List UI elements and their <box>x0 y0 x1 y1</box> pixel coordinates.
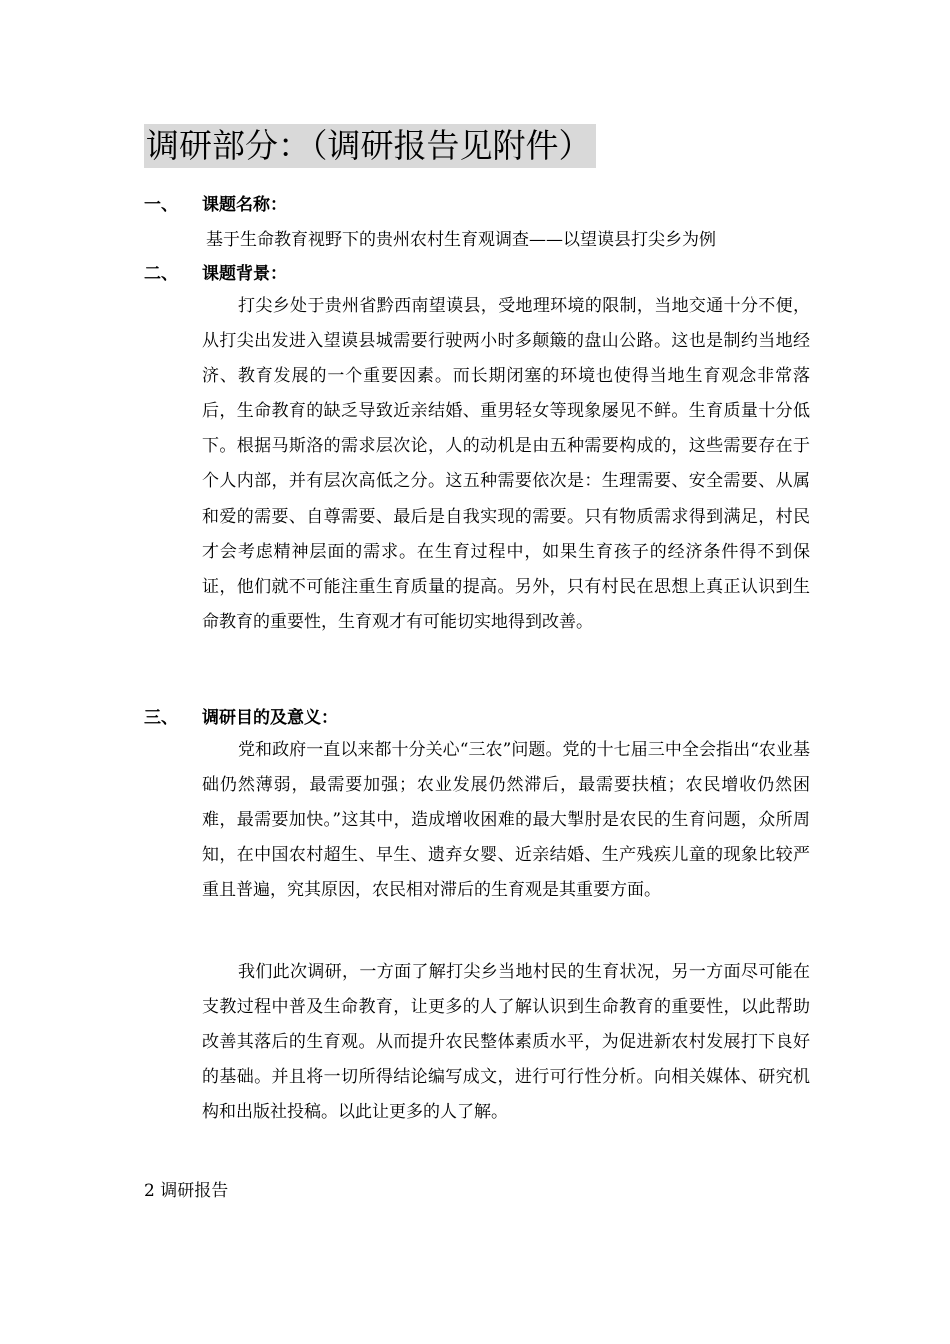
background-paragraph: 打尖乡处于贵州省黔西南望谟县，受地理环境的限制，当地交通十分不便，从打尖出发进入望谟县城需要行驶两小时多颠簸的盘山公路。这也是制约当地经济、教育发展的一个重要因素。而长期闭塞的环境也使得当地生育观念非常落后，生命教育的缺乏导致近亲结婚、重男轻女等现象屡见不鲜。生育质量十分低下。根据马斯洛的需求层次论，人的动机是由五种需要构成的，这些需要存在于个人内部，并有层次高低之分。这五种需要依次是：生理需要、安全需要、从属和爱的需要、自尊需要、最后是自我实现的需要。只有物质需求得到满足，村民才会考虑精神层面的需求。在生育过程中，如果生育孩子的经济条件得不到保证，他们就不可能注重生育质量的提高。另外，只有村民在思想上真正认识到生命教育的重要性，生育观才有可能切实地得到改善。 <box>202 296 810 632</box>
section-number-3: 三、 <box>144 708 178 728</box>
subject-title: 基于生命教育视野下的贵州农村生育观调查——以望谟县打尖乡为例 <box>206 230 716 250</box>
section-heading-3 <box>144 703 338 733</box>
section-heading-1 <box>144 190 287 220</box>
section-title-3: 调研目的及意义： <box>202 708 338 728</box>
page-title: 调研部分：（调研报告见附件） <box>144 124 596 168</box>
section-number-1: 一、 <box>144 195 178 215</box>
purpose-paragraph-2: 我们此次调研，一方面了解打尖乡当地村民的生育状况，另一方面尽可能在支教过程中普及生命教育，让更多的人了解认识到生命教育的重要性，以此帮助改善其落后的生育观。从而提升农民整体素质水平，为促进新农村发展打下良好的基础。并且将一切所得结论编写成文，进行可行性分析。向相关媒体、研究机构和出版社投稿。以此让更多的人了解。 <box>202 962 810 1123</box>
section-heading-2 <box>144 259 287 289</box>
footer-section-label: 2 调研报告 <box>144 1181 229 1201</box>
purpose-paragraph-1: 党和政府一直以来都十分关心“三农”问题。党的十七届三中全会指出“农业基础仍然薄弱，最需要加强；农业发展仍然滞后，最需要扶植；农民增收仍然困难，最需要加快。”这其中，造成增收困难的最大掣肘是农民的生育问题，众所周知，在中国农村超生、早生、遗弃女婴、近亲结婚、生产残疾儿童的现象比较严重且普遍，究其原因，农民相对滞后的生育观是其重要方面。 <box>202 740 810 901</box>
section-number-2: 二、 <box>144 264 178 284</box>
section-title-2: 课题背景： <box>202 264 287 284</box>
section-title-1: 课题名称： <box>202 195 287 215</box>
